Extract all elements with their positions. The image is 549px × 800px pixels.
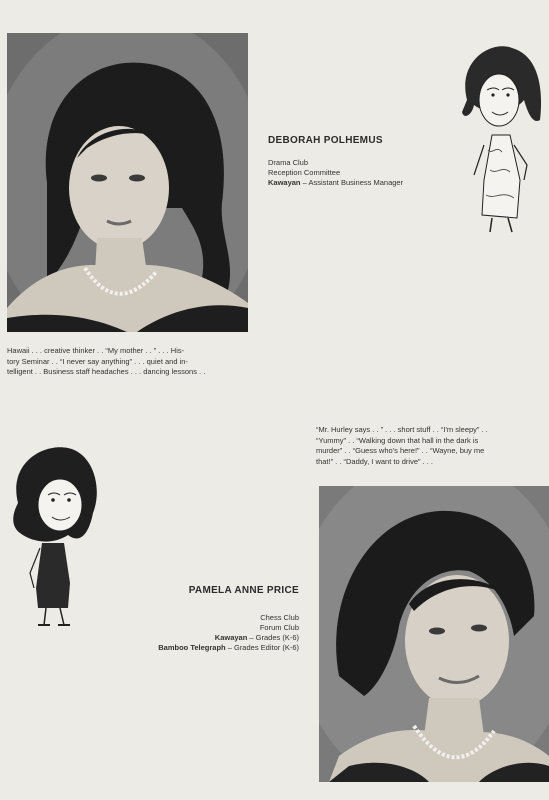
blurb-line: tory Seminar . . “I never say anything” . . . quiet and in- xyxy=(7,356,188,366)
activity-item: Reception Committee xyxy=(268,168,341,177)
caricature-sketch-deborah xyxy=(452,40,547,235)
blurb-line: that!” . . “Daddy, I want to drive” . . . xyxy=(316,456,433,466)
student-blurb xyxy=(7,346,205,378)
blurb-line: Hawaii . . . creative thinker . . “My mother . . ” . . . His- xyxy=(7,346,185,355)
activity-item: Drama Club xyxy=(268,158,309,167)
activities-list xyxy=(158,613,299,653)
activity-item: Bamboo Telegraph – Grades Editor (K-6) xyxy=(158,643,299,652)
activities-list xyxy=(268,158,403,188)
activity-item: Kawayan – Grades (K-6) xyxy=(214,633,299,642)
activity-item: Chess Club xyxy=(260,613,299,622)
portrait-photo-deborah xyxy=(7,33,248,332)
student-name: DEBORAH POLHEMUS xyxy=(268,135,383,146)
student-name: PAMELA ANNE PRICE xyxy=(188,585,299,596)
portrait-photo-pamela xyxy=(319,486,549,782)
activity-item: Kawayan – Assistant Business Manager xyxy=(268,178,404,187)
student-blurb xyxy=(316,425,488,467)
blurb-line: “Mr. Hurley says . . ” . . . short stuff . . “I'm sleepy” . . xyxy=(316,425,488,434)
caricature-sketch-pamela xyxy=(8,443,103,633)
activity-item: Forum Club xyxy=(259,623,299,632)
blurb-line: “Yummy” . . “Walking down that hall in the dark is xyxy=(316,435,479,445)
blurb-line: murder” . . “Guess who's here!” . . “Wayne, buy me xyxy=(316,446,485,455)
blurb-line: telligent . . Business staff headaches . . . dancing lessons . . xyxy=(7,367,206,376)
